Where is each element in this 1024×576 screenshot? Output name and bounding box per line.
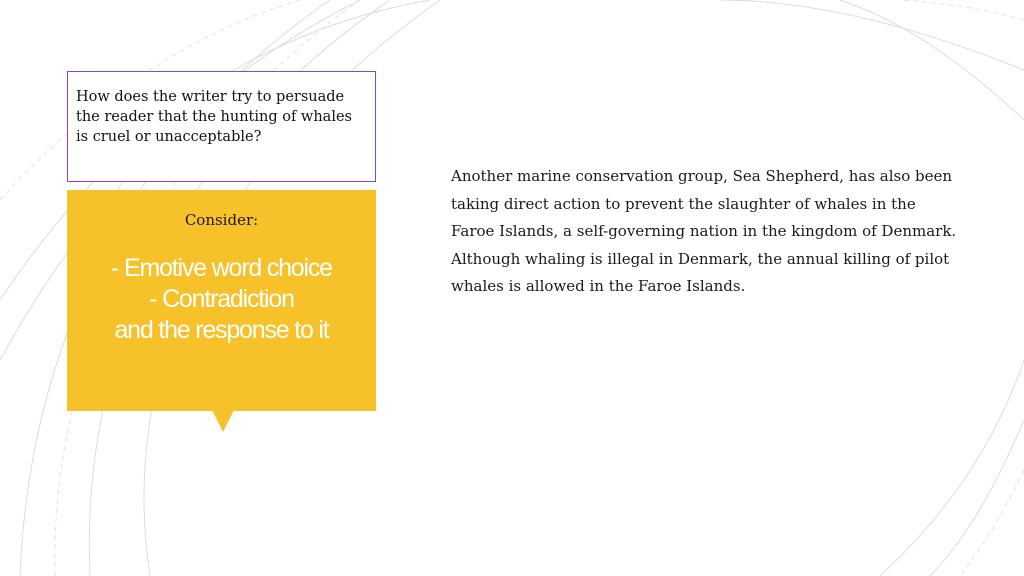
point-contradiction: - Contradiction xyxy=(149,285,294,313)
consider-heading: Consider: xyxy=(184,211,259,229)
question-box xyxy=(67,71,376,182)
consider-callout xyxy=(67,190,376,411)
point-emotive-word-choice: - Emotive word choice xyxy=(111,254,332,282)
consider-points xyxy=(67,253,376,346)
callout-tail xyxy=(212,410,234,432)
passage-text: Another marine conservation group, Sea Shepherd, has also been taking direct action to prevent the slaughter of whales in the Faroe Islands, a self-governing nation in the kingdom of Denmark. Although whaling is illegal in Denmark, the annual killing of pilot whales is allowed in the Faroe Islands. xyxy=(451,167,957,295)
point-response: and the response to it xyxy=(114,316,329,344)
question-text: How does the writer try to persuade the reader that the hunting of whales is cruel or unacceptable? xyxy=(76,89,352,145)
